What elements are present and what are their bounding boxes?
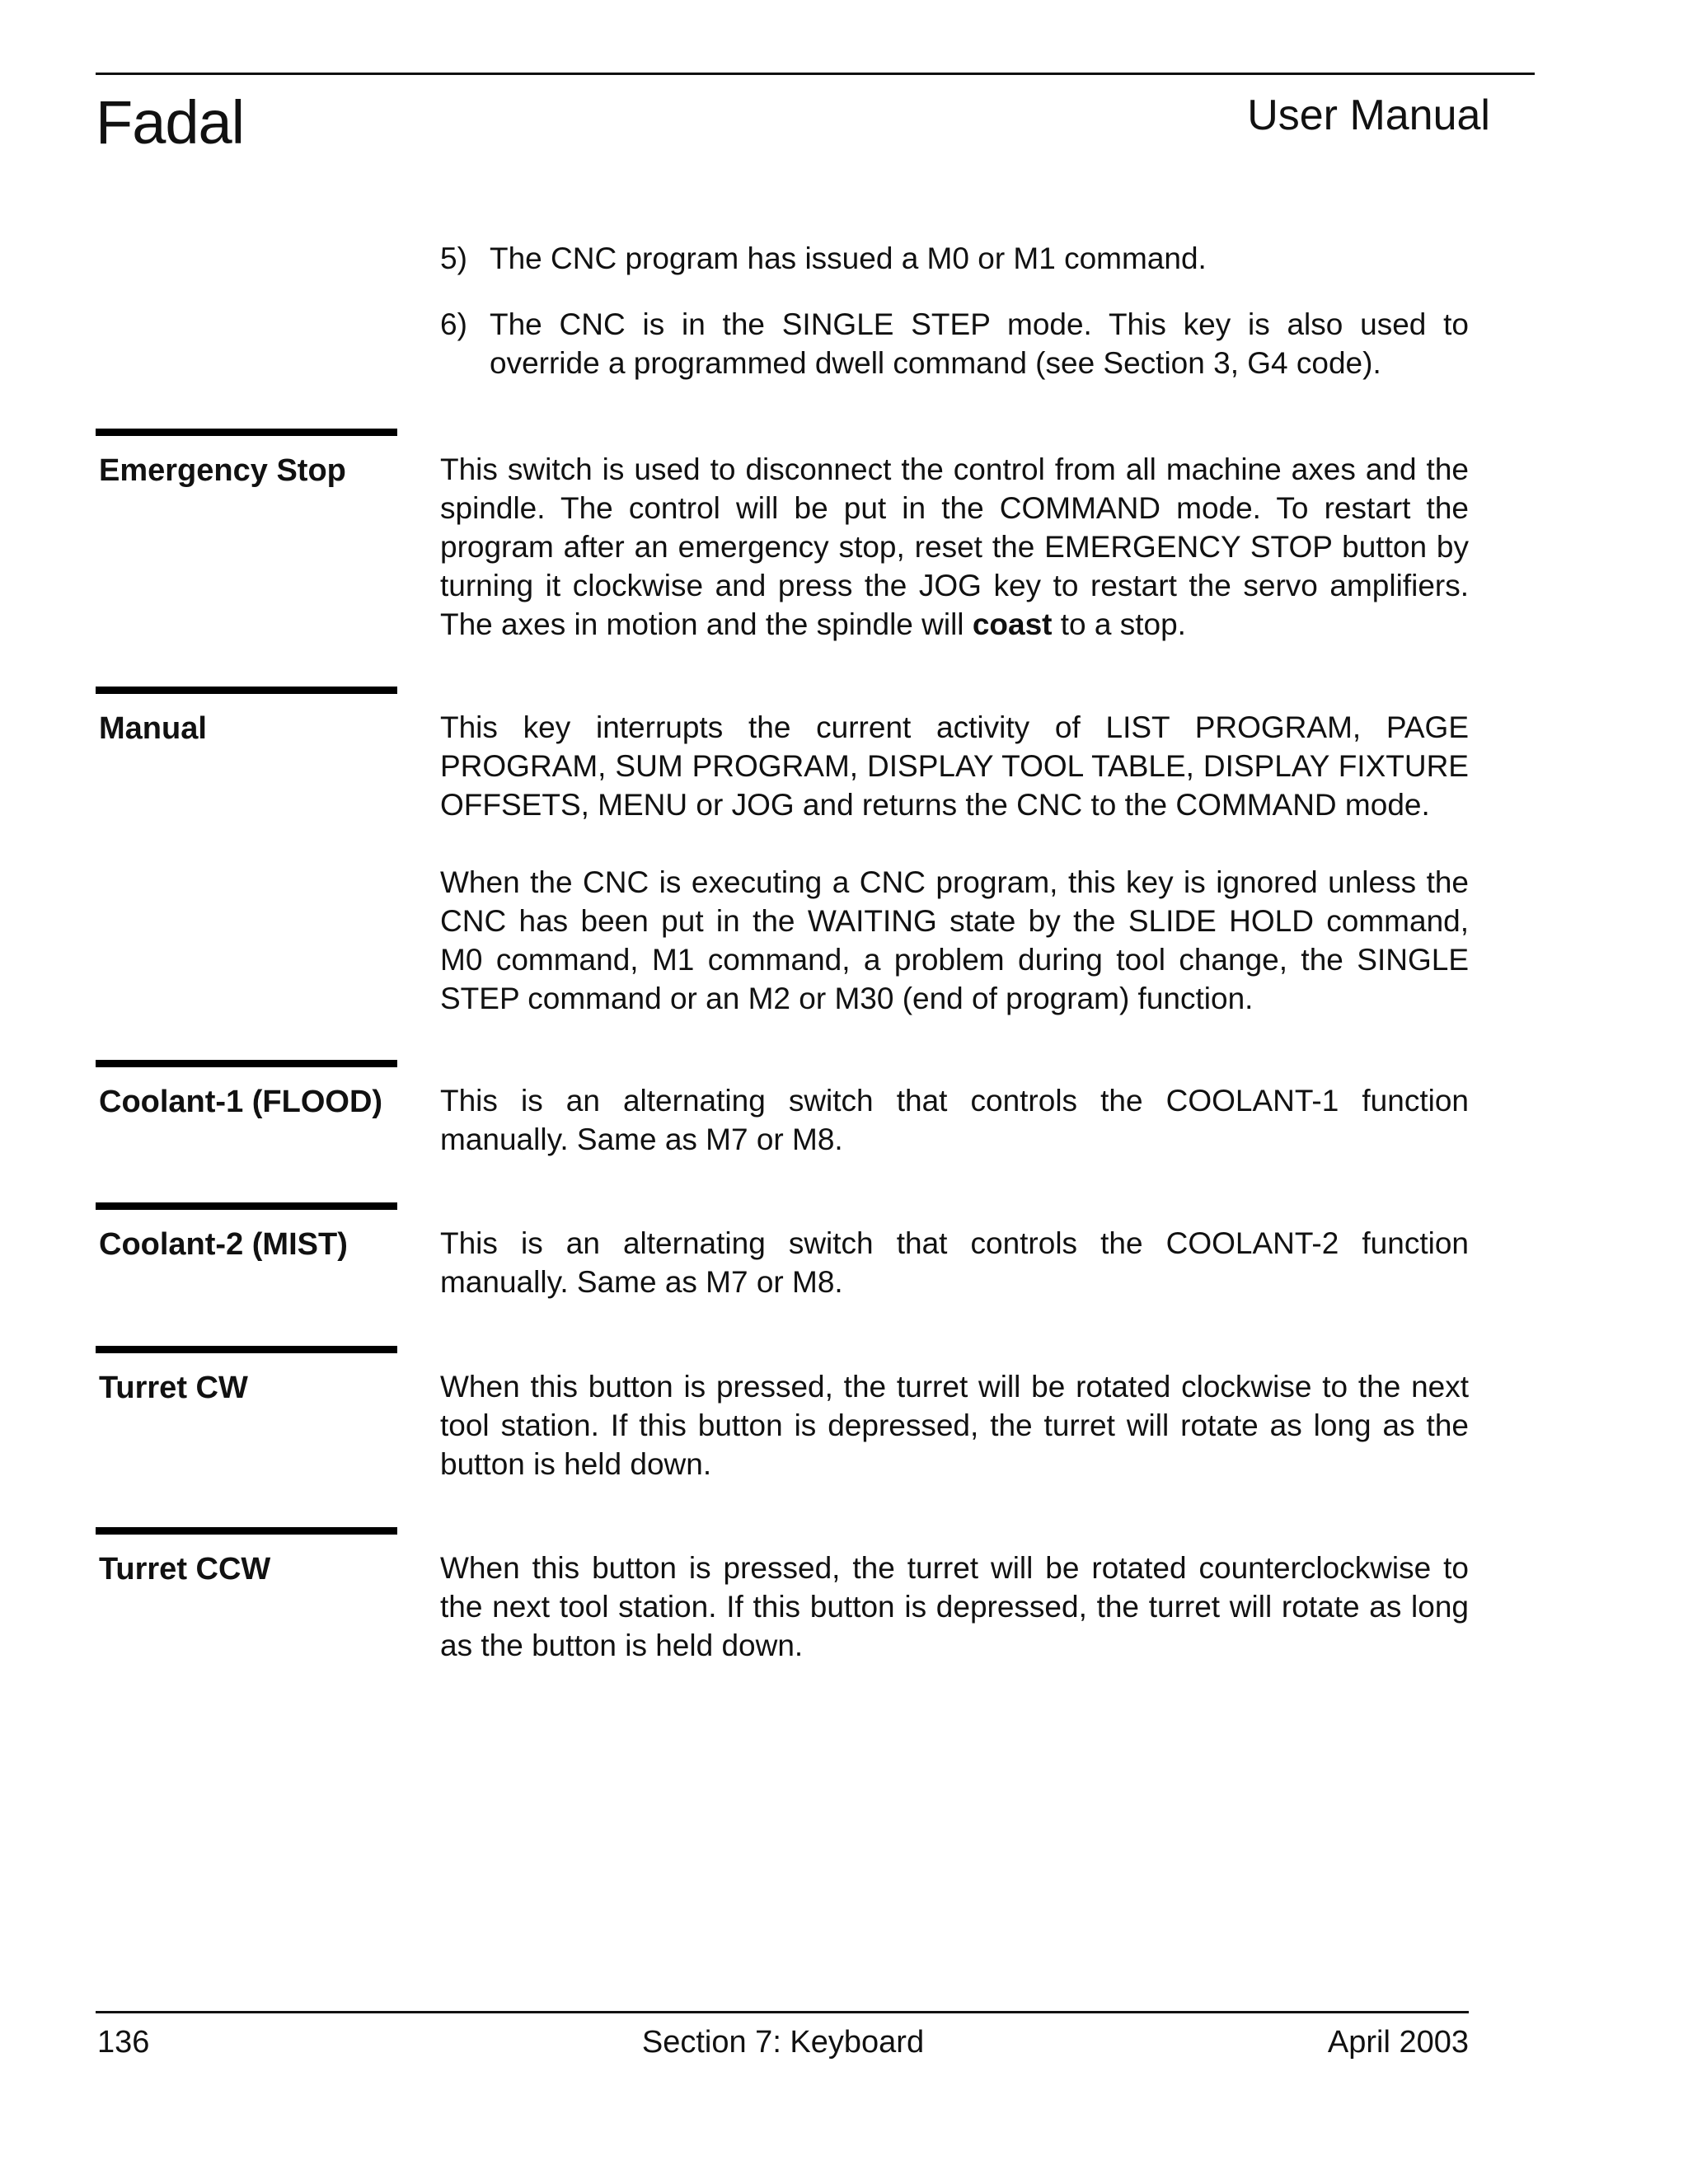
section-rule xyxy=(96,429,397,436)
section-content xyxy=(440,708,1469,1018)
footer-rule xyxy=(96,2011,1469,2013)
document-title: User Manual xyxy=(1247,91,1490,139)
section-rule xyxy=(96,1346,397,1353)
footer-section-title: Section 7: Keyboard xyxy=(641,2025,925,2060)
section-paragraph xyxy=(440,450,1469,644)
header-rule xyxy=(96,73,1535,75)
section-paragraph: When the CNC is executing a CNC program, this key is ignored unless the CNC has been put in the WAITING state by the SLIDE HOLD command, M0 command, M1 command, a problem during tool change, the SINGLE STEP command or an M2 or M30 (end of program) function. xyxy=(440,865,1469,1015)
section-content xyxy=(440,1549,1469,1665)
list-item xyxy=(440,305,1469,382)
section-paragraph: When this button is pressed, the turret will be rotated counterclockwise to the next tool station. If this button is depressed, the turret will rotate as long as the button is held down. xyxy=(440,1551,1469,1662)
list-text: The CNC is in the SINGLE STEP mode. This key is also used to override a programmed dwell command (see Section 3, G4 code). xyxy=(490,307,1469,380)
list-item xyxy=(440,239,1469,278)
section-label: Turret CW xyxy=(99,1371,248,1405)
section-rule xyxy=(96,1060,397,1067)
section-content xyxy=(440,1367,1469,1483)
section-label: Emergency Stop xyxy=(99,453,346,488)
section-label: Manual xyxy=(99,711,207,746)
section-paragraph: This key interrupts the current activity of LIST PROGRAM, PAGE PROGRAM, SUM PROGRAM, DISPLAY TOOL TABLE, DISPLAY FIXTURE OFFSETS, MENU or JOG and returns the CNC to the COMMAND mode. xyxy=(440,710,1469,822)
section-rule xyxy=(96,687,397,694)
section-content xyxy=(440,1081,1469,1159)
paragraph-text: This switch is used to disconnect the control from all machine axes and the spindle. The control will be put in the COMMAND mode. To restart the program after an emergency stop, reset the EMERGENCY STOP button by turning it clockwise and press the JOG key to restart the servo amplifiers. The axes in motion and the spindle will xyxy=(440,452,1469,641)
brand-title: Fadal xyxy=(96,88,245,157)
emphasis-text: coast xyxy=(972,607,1053,641)
page-number: 136 xyxy=(97,2025,150,2060)
section-label: Turret CCW xyxy=(99,1552,271,1586)
section-rule xyxy=(96,1527,397,1535)
footer-date: April 2003 xyxy=(1327,2025,1469,2060)
section-label: Coolant-2 (MIST) xyxy=(99,1227,348,1262)
section-paragraph: This is an alternating switch that controls the COOLANT-1 function manually. Same as M7 or M8. xyxy=(440,1084,1469,1156)
section-rule xyxy=(96,1202,397,1210)
list-text: The CNC program has issued a M0 or M1 command. xyxy=(490,241,1207,275)
section-content xyxy=(440,450,1469,644)
list-number: 6) xyxy=(440,307,467,341)
paragraph-text: to a stop. xyxy=(1052,607,1186,641)
section-paragraph: This is an alternating switch that controls the COOLANT-2 function manually. Same as M7 or M8. xyxy=(440,1226,1469,1299)
section-label: Coolant-1 (FLOOD) xyxy=(99,1085,383,1119)
list-number: 5) xyxy=(440,241,467,275)
section-paragraph: When this button is pressed, the turret will be rotated clockwise to the next tool station. If this button is depressed, the turret will rotate as long as the button is held down. xyxy=(440,1370,1469,1481)
section-content xyxy=(440,1224,1469,1301)
